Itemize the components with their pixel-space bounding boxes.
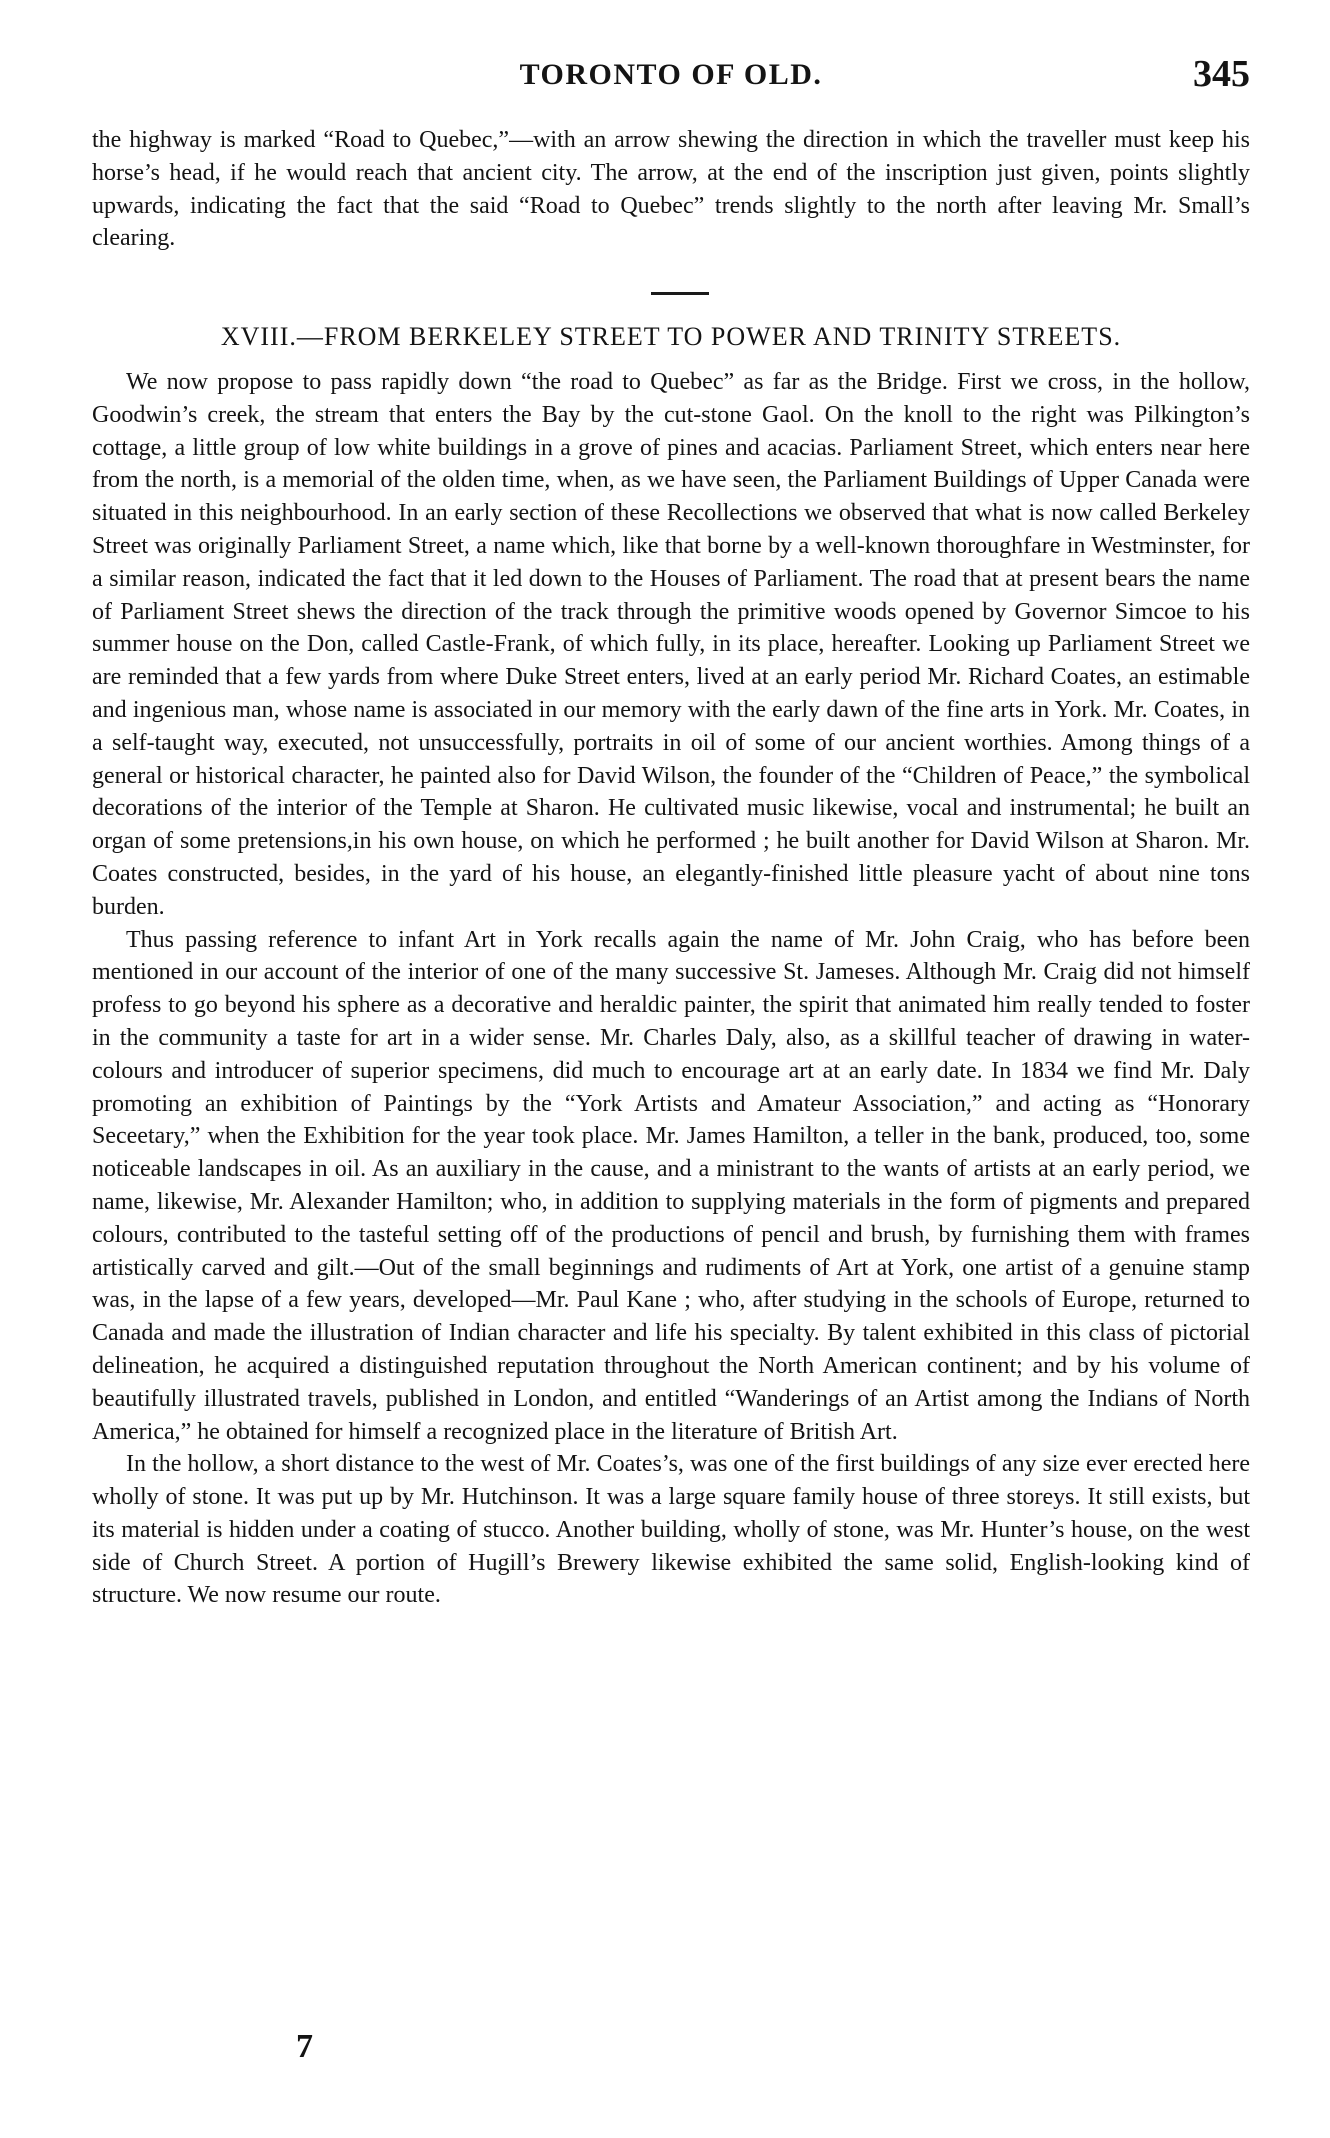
intro-paragraph: the highway is marked “Road to Quebec,”—with an arrow shewing the direction in which the traveller must keep his horse’s head, if he would reach that ancient city. The arrow, at the end of the inscription just given, points slightly upwards, indicating the fact that the said “Road to Quebec” trends slightly to the north after leaving Mr. Small’s clearing. bbox=[92, 127, 1250, 252]
intro-block bbox=[92, 124, 1250, 255]
running-title: TORONTO OF OLD. bbox=[519, 58, 823, 91]
section-body bbox=[92, 366, 1250, 1612]
signature-mark: 7 bbox=[296, 2028, 313, 2065]
running-head bbox=[92, 52, 1250, 108]
paragraph-stone-buildings: In the hollow, a short distance to the west of Mr. Coates’s, was one of the first buildings of any size ever erected here wholly of stone. It was put up by Mr. Hutchinson. It was a large square family house of three storeys. It still exists, but its material is hidden under a coating of stucco. Another building, wholly of stone, was Mr. Hunter’s house, on the west side of Church Street. A portion of Hugill’s Brewery likewise exhibited the same solid, English-looking kind of structure. We now resume our route. bbox=[92, 1451, 1250, 1609]
section-divider-rule bbox=[651, 292, 709, 295]
paragraph-coates: We now propose to pass rapidly down “the road to Quebec” as far as the Bridge. First we cross, in the hollow, Goodwin’s creek, the stream that enters the Bay by the cut-stone Gaol. On the knoll to the right was Pilkington’s cottage, a little group of low white buildings in a grove of pines and acacias. Parliament Street, which enters near here from the north, is a memorial of the olden time, when, as we have seen, the Parliament Buildings of Upper Canada were situated in this neighbourhood. In an early section of these Recollections we observed that what is now called Berkeley Street was originally Parliament Street, a name which, like that borne by a well-known thoroughfare in Westminster, for a similar reason, indicated the fact that it led down to the Houses of Parliament. The road that at present bears the name of Parliament Street shews the direction of the track through the primitive woods opened by Governor Simcoe to his summer house on the Don, called Castle-Frank, of which fully, in its place, hereafter. Looking up Parliament Street we are reminded that a few yards from where Duke Street enters, lived at an early period Mr. Richard Coates, an estimable and ingenious man, whose name is associated in our memory with the early dawn of the fine arts in York. Mr. Coates, in a self-taught way, executed, not unsuccessfully, portraits in oil of some of our ancient worthies. Among things of a general or historical character, he painted also for David Wilson, the founder of the “Children of Peace,” the symbolical decorations of the interior of the Temple at Sharon. He cultivated music likewise, vocal and instrumental; he built an organ of some pretensions,in his own house, on which he performed ; he built another for David Wilson at Sharon. Mr. Coates constructed, besides, in the yard of his house, an elegantly-finished little pleasure yacht of about nine tons burden. bbox=[92, 369, 1250, 920]
paragraph-art-in-york: Thus passing reference to infant Art in York recalls again the name of Mr. John Craig, who has before been mentioned in our account of the interior of one of the many successive St. Jameses. Although Mr. Craig did not himself profess to go beyond his sphere as a decorative and heraldic painter, the spirit that animated him really tended to foster in the community a taste for art in a wider sense. Mr. Charles Daly, also, as a skillful teacher of drawing in water-colours and introducer of superior specimens, did much to encourage art at an early date. In 1834 we find Mr. Daly promoting an exhibition of Paintings by the “York Artists and Amateur Association,” and acting as “Honorary Seceetary,” when the Exhibition for the year took place. Mr. James Hamilton, a teller in the bank, produced, too, some noticeable landscapes in oil. As an auxiliary in the cause, and a ministrant to the wants of artists at an early period, we name, likewise, Mr. Alexander Hamilton; who, in addition to supplying materials in the form of pigments and prepared colours, contributed to the tasteful setting off of the productions of pencil and brush, by furnishing them with frames artistically carved and gilt.—Out of the small beginnings and rudiments of Art at York, one artist of a genuine stamp was, in the lapse of a few years, developed—Mr. Paul Kane ; who, after studying in the schools of Europe, returned to Canada and made the illustration of Indian character and life his specialty. By talent exhibited in this class of pictorial delineation, he acquired a distinguished reputation throughout the North American continent; and by his volume of beautifully illustrated travels, published in London, and entitled “Wanderings of an Artist among the Indians of North America,” he obtained for himself a recognized place in the literature of British Art. bbox=[92, 926, 1250, 1445]
section-heading: XVIII.—FROM BERKELEY STREET TO POWER AND TRINITY STREETS. bbox=[220, 322, 1122, 351]
page-number: 345 bbox=[1193, 53, 1250, 95]
